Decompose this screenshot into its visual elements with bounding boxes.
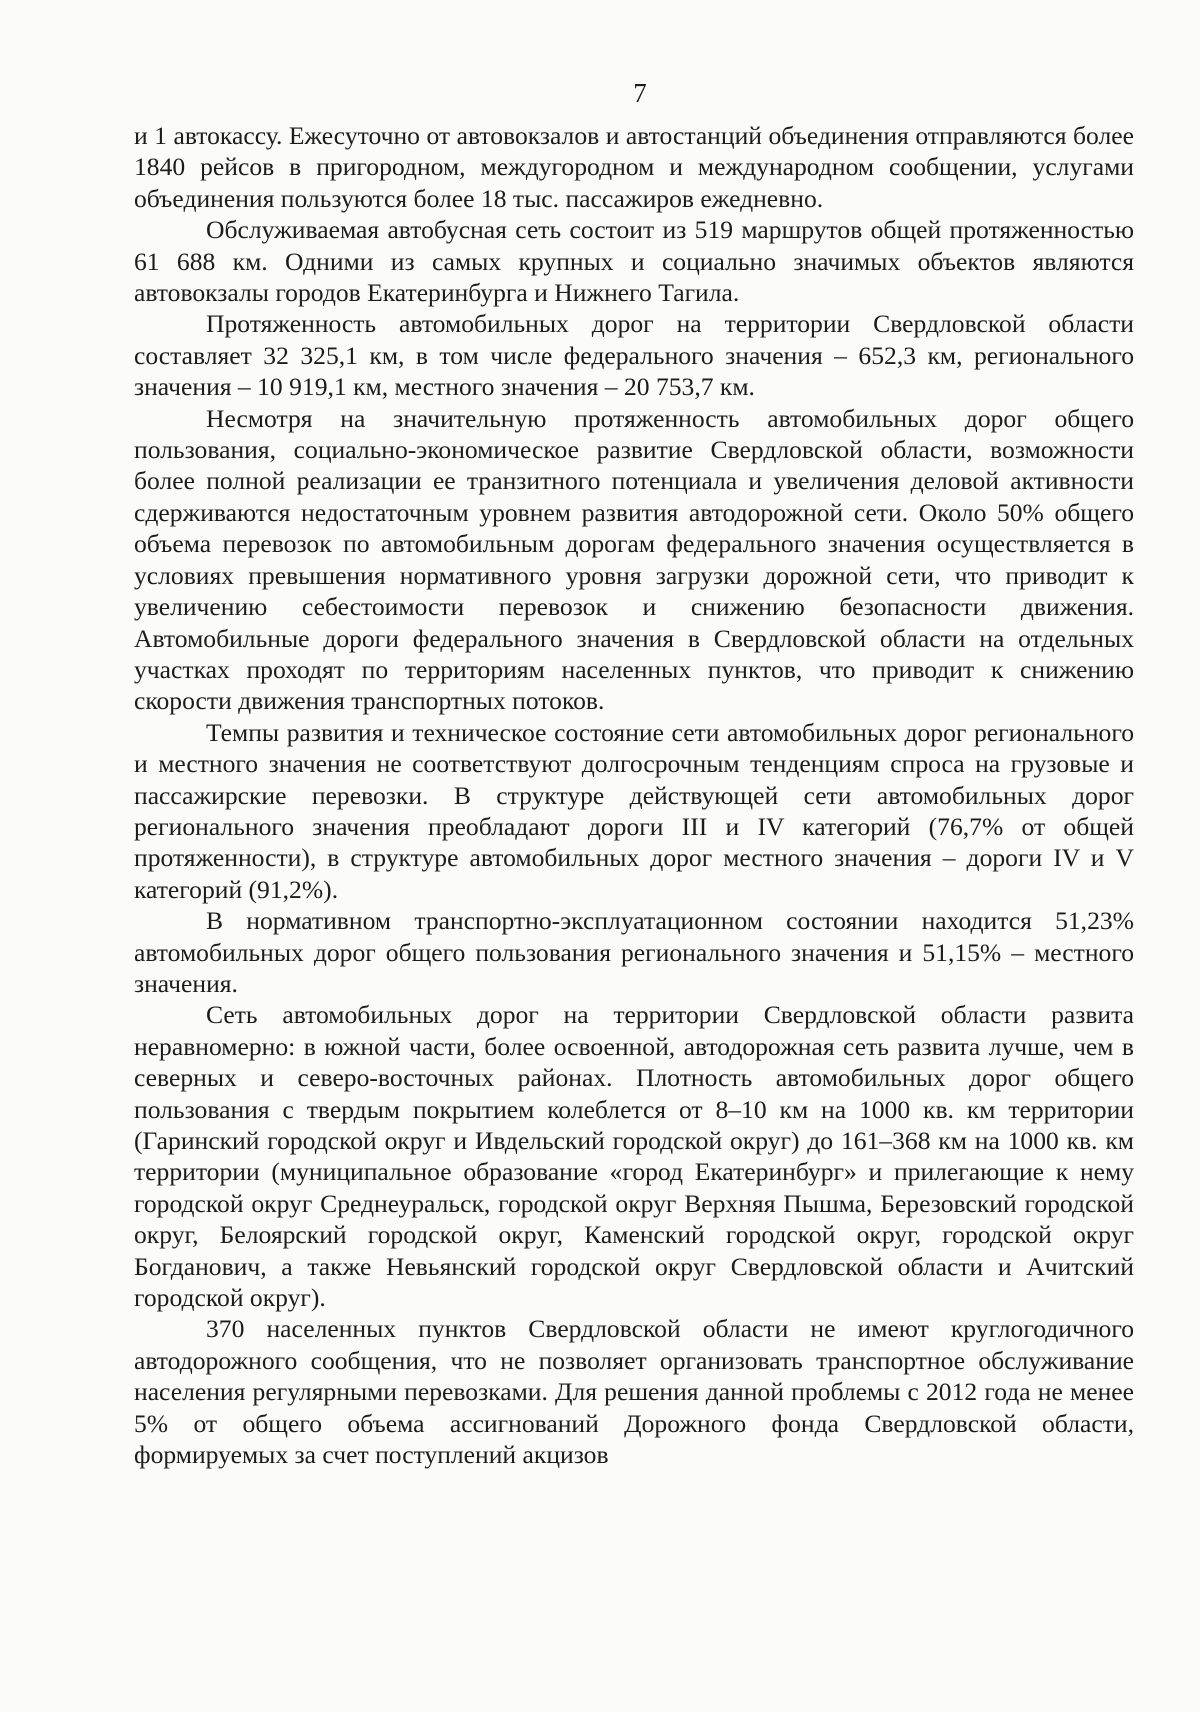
paragraph-development-pace: Темпы развития и техническое состояние сети автомобильных дорог регионального и местного значения не соответствуют долгосрочным тенденциям спроса на грузовые и пассажирские перевозки. В структуре действующей сети автомобильных дорог регионального значения преобладают дороги III и IV категорий (76,7% от общей протяженности), в структуре автомобильных дорог местного значения – дороги IV и V категорий (91,2%). [134,717,1134,904]
paragraph-road-network-constraints: Несмотря на значительную протяженность автомобильных дорог общего пользования, социально-экономическое развитие Свердловской области, возможности более полной реализации ее транзитного потенциала и увеличения деловой активности сдерживаются недостаточным уровнем развития автодорожной сети. Около 50% общего объема перевозок по автомобильным дорогам федерального значения осуществляется в условиях превышения нормативного уровня загрузки дорожной сети, что приводит к увеличению себестоимости перевозок и снижению безопасности движения. Автомобильные дороги федерального значения в Свердловской области на отдельных участках проходят по территориям населенных пунктов, что приводит к снижению скорости движения транспортных потоков. [134,403,1134,716]
paragraph-road-density: Сеть автомобильных дорог на территории Свердловской области развита неравномерно: в южной части, более освоенной, автодорожная сеть развита лучше, чем в северных и северо-восточных районах. Плотность автомобильных дорог общего пользования с твердым покрытием колеблется от 8–10 км на 1000 кв. км территории (Гаринский городской округ и Ивдельский городской округ) до 161–368 км на 1000 кв. км территории (муниципальное образование «город Екатеринбург» и прилегающие к нему городской округ Среднеуральск, городской округ Верхняя Пышма, Березовский городской округ, Белоярский городской округ, Каменский городской округ, городской округ Богданович, а также Невьянский городской округ Свердловской области и Ачитский городской округ). [134,1000,1134,1313]
paragraph-unconnected-settlements: 370 населенных пунктов Свердловской области не имеют круглогодичного автодорожного сообщения, что не позволяет организовать транспортное обслуживание населения регулярными перевозками. Для решения данной проблемы с 2012 года не менее 5% от общего объема ассигнований Дорожного фонда Свердловской области, формируемых за счет поступлений акцизов [134,1314,1134,1470]
document-body [134,120,1134,1470]
paragraph-normative-condition: В нормативном транспортно-эксплуатационном состоянии находится 51,23% автомобильных дорог общего пользования регионального значения и 51,15% – местного значения. [134,906,1134,998]
paragraph-bus-network: Обслуживаемая автобусная сеть состоит из 519 маршрутов общей протяженностью 61 688 км. Одними из самых крупных и социально значимых объектов являются автовокзалы городов Екатеринбурга и Нижнего Тагила. [134,215,1134,308]
page-number: 7 [633,78,647,108]
paragraph-bus-station-dispatch: и 1 автокассу. Ежесуточно от автовокзалов и автостанций объединения отправляются более 1840 рейсов в пригородном, междугородном и международном сообщении, услугами объединения пользуются более 18 тыс. пассажиров ежедневно. [134,121,1134,213]
paragraph-road-length: Протяженность автомобильных дорог на территории Свердловской области составляет 32 325,1 км, в том числе федерального значения – 652,3 км, регионального значения – 10 919,1 км, местного значения – 20 753,7 км. [134,309,1134,402]
